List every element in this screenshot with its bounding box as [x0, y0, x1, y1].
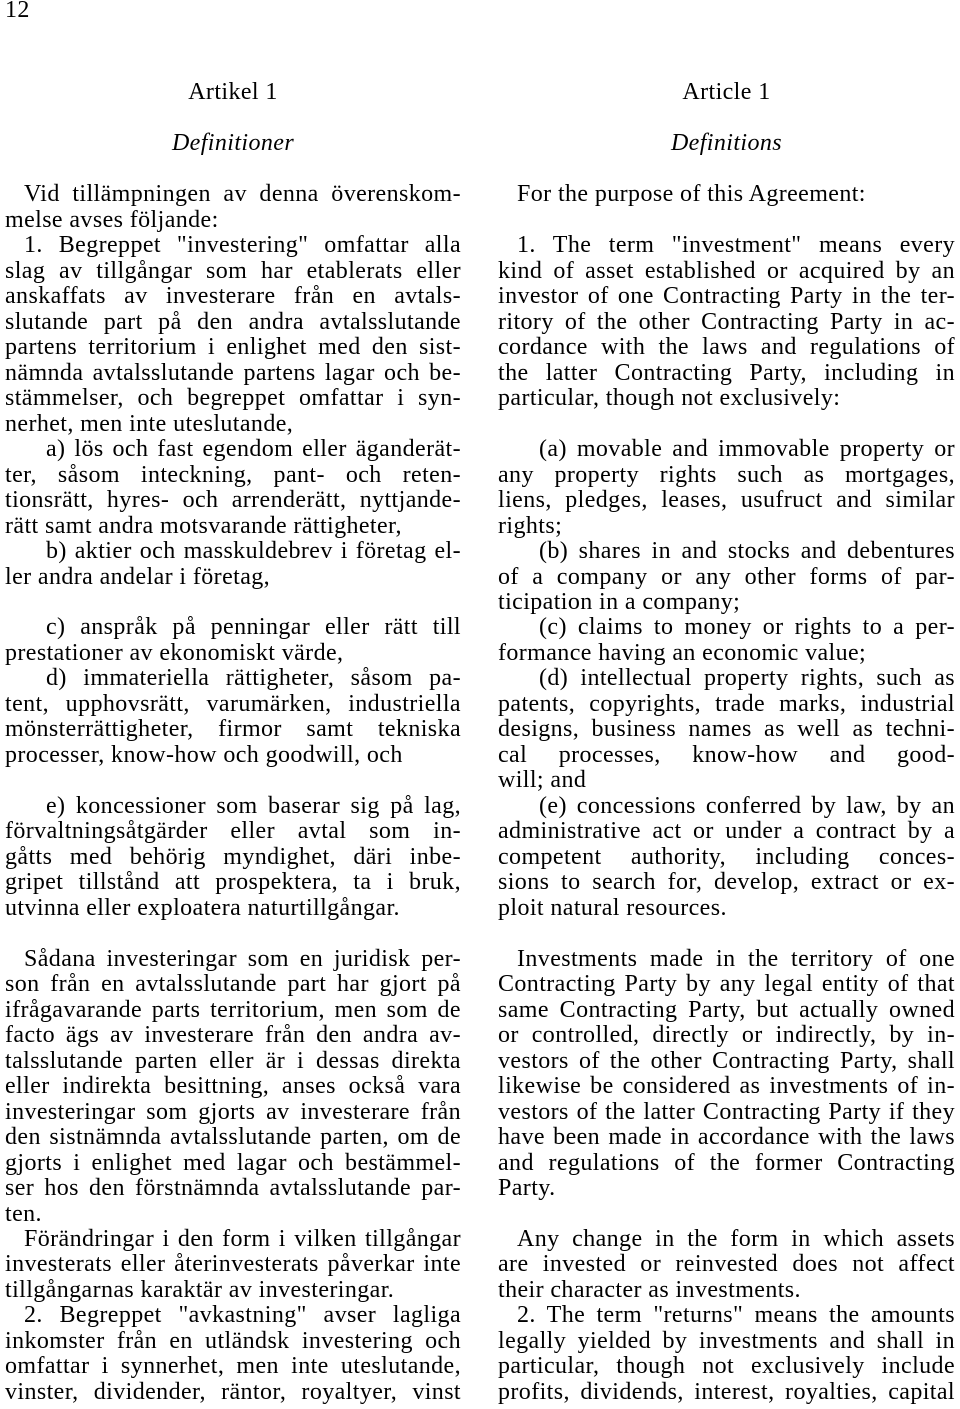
- text-line: investeringar som gjorts av investerare från: [5, 1099, 461, 1125]
- text-line: profits, dividends, interest, royalties, capital: [498, 1379, 955, 1405]
- text-line: same Contracting Party, but actually owned: [498, 997, 955, 1023]
- text-line: tillgångarnas karaktär av investeringar.: [5, 1277, 395, 1303]
- text-line: 2. Begreppet "avkastning" avser lagliga: [24, 1303, 461, 1329]
- text-line: Party.: [498, 1176, 556, 1202]
- text-line: ploit natural resources.: [498, 895, 727, 921]
- text-line: eller indirekta besittning, anses också vara: [5, 1074, 461, 1100]
- text-line: vestors of the latter Contracting Party if they: [498, 1099, 955, 1125]
- text-line: particular, though not exclusively:: [498, 386, 841, 412]
- text-line: formance having an economic value;: [498, 640, 867, 666]
- text-line: (a) movable and immovable property or: [539, 437, 955, 463]
- text-line: inkomster från en utländsk investering och: [5, 1328, 461, 1354]
- text-line: (d) intellectual property rights, such as: [539, 666, 955, 692]
- text-line: designs, business names as well as techni-: [498, 717, 955, 743]
- text-line: patents, copyrights, trade marks, industrial: [498, 691, 955, 717]
- text-line: gjorts i enlighet med lagar och bestämmel-: [5, 1150, 461, 1176]
- text-line: gripet tillstånd att prospektera, ta i bruk,: [5, 870, 461, 896]
- text-line: 1. Begreppet "investering" omfattar alla: [24, 233, 461, 259]
- text-line: a) lös och fast egendom eller äganderät-: [46, 437, 461, 463]
- text-line: omfattar i synnerhet, men inte uteslutande,: [5, 1354, 461, 1380]
- text-line: investerats eller återinvesterats påverkar inte: [5, 1252, 461, 1278]
- text-line: slutande part på den andra avtalsslutande: [5, 309, 461, 335]
- text-line: prestationer av ekonomiskt värde,: [5, 640, 344, 666]
- text-line: rights;: [498, 513, 563, 539]
- text-line: son från en avtalsslutande part har gjort på: [5, 972, 461, 998]
- text-line: b) aktier och masskuldebrev i företag el-: [46, 539, 461, 565]
- text-line: (e) concessions conferred by law, by an: [539, 793, 955, 819]
- text-line: vestors of the other Contracting Party, shall: [498, 1048, 955, 1074]
- text-line: mönsterrättigheter, firmor samt tekniska: [5, 717, 461, 743]
- text-line: Förändringar i den form i vilken tillgångar: [24, 1226, 461, 1252]
- text-line: (c) claims to money or rights to a per-: [539, 615, 955, 641]
- text-line: cal processes, know-how and good-: [498, 742, 955, 768]
- text-line: ser hos den förstnämnda avtalsslutande par-: [5, 1176, 461, 1202]
- text-line: are invested or reinvested does not affect: [498, 1252, 955, 1278]
- text-line: c) anspråk på penningar eller rätt till: [46, 615, 461, 641]
- text-line: (b) shares in and stocks and debentures: [539, 539, 955, 565]
- text-line: or controlled, directly or indirectly, by in-: [498, 1023, 955, 1049]
- text-line: ter, såsom inteckning, pant- och reten-: [5, 462, 461, 488]
- text-line: facto ägs av investerare från den andra av-: [5, 1023, 461, 1049]
- text-line: ler andra andelar i företag,: [5, 564, 271, 590]
- text-line: any property rights such as mortgages,: [498, 462, 955, 488]
- text-line: gåtts med behörig myndighet, däri inbe-: [5, 844, 461, 870]
- article-heading: Article 1: [682, 79, 771, 106]
- text-line: processer, know-how och goodwill, och: [5, 742, 403, 768]
- text-line: likewise be considered as investments of in-: [498, 1074, 955, 1100]
- text-line: ten.: [5, 1201, 42, 1227]
- text-line: of a company or any other forms of par-: [498, 564, 955, 590]
- text-line: the latter Contracting Party, including in: [498, 360, 955, 386]
- page-number: 12: [5, 0, 30, 23]
- text-line: e) koncessioner som baserar sig på lag,: [46, 793, 461, 819]
- text-line: administrative act or under a contract by a: [498, 819, 955, 845]
- text-line: d) immateriella rättigheter, såsom pa-: [46, 666, 461, 692]
- text-line: vinster, dividender, räntor, royaltyer, vinst: [5, 1379, 461, 1405]
- text-line: 1. The term "investment" means every: [517, 233, 955, 259]
- article-heading: Artikel 1: [188, 79, 278, 106]
- text-line: kind of asset established or acquired by an: [498, 258, 955, 284]
- text-line: nerhet, men inte uteslutande,: [5, 411, 294, 437]
- text-line: talsslutande parten eller är i dessas direkta: [5, 1048, 461, 1074]
- text-line: ifrågavarande parts territorium, men som de: [5, 997, 461, 1023]
- text-line: have been made in accordance with the laws: [498, 1125, 955, 1151]
- text-line: particular, though not exclusively include: [498, 1354, 955, 1380]
- text-line: anskaffats av investerare från en avtals-: [5, 284, 461, 310]
- text-line: nämnda avtalsslutande partens lagar och be-: [5, 360, 461, 386]
- text-line: förvaltningsåtgärder eller avtal som in-: [5, 819, 461, 845]
- text-line: legally yielded by investments and shall in: [498, 1328, 955, 1354]
- text-line: ritory of the other Contracting Party in ac-: [498, 309, 955, 335]
- text-line: partens territorium i enlighet med den sist-: [5, 335, 461, 361]
- article-subheading: Definitions: [670, 130, 783, 157]
- text-line: rätt samt andra motsvarande rättigheter,: [5, 513, 402, 539]
- text-line: Any change in the form in which assets: [517, 1226, 955, 1252]
- text-line: will; and: [498, 768, 587, 794]
- text-line: Vid tillämpningen av denna överenskom-: [24, 182, 461, 208]
- text-line: For the purpose of this Agreement:: [517, 182, 866, 208]
- text-line: Investments made in the territory of one: [517, 946, 955, 972]
- text-line: den sistnämnda avtalsslutande parten, om de: [5, 1125, 461, 1151]
- text-line: and regulations of the former Contracting: [498, 1150, 955, 1176]
- text-line: 2. The term "returns" means the amounts: [517, 1303, 955, 1329]
- text-line: stämmelser, och begreppet omfattar i syn-: [5, 386, 461, 412]
- text-line: slag av tillgångar som har etablerats eller: [5, 258, 461, 284]
- text-line: tent, upphovsrätt, varumärken, industriella: [5, 691, 461, 717]
- text-line: melse avses följande:: [5, 207, 219, 233]
- text-line: competent authority, including conces-: [498, 844, 955, 870]
- text-line: liens, pledges, leases, usufruct and similar: [498, 488, 955, 514]
- text-line: utvinna eller exploatera naturtillgångar.: [5, 895, 400, 921]
- text-line: ticipation in a company;: [498, 589, 741, 615]
- text-line: their character as investments.: [498, 1277, 801, 1303]
- text-line: tionsrätt, hyres- och arrenderätt, nyttjande-: [5, 488, 461, 514]
- text-line: investor of one Contracting Party in the ter-: [498, 284, 955, 310]
- article-subheading: Definitioner: [171, 130, 295, 157]
- text-line: sions to search for, develop, extract or ex-: [498, 870, 955, 896]
- text-line: cordance with the laws and regulations of: [498, 335, 955, 361]
- text-line: Sådana investeringar som en juridisk per-: [24, 946, 461, 972]
- text-line: Contracting Party by any legal entity of that: [498, 972, 955, 998]
